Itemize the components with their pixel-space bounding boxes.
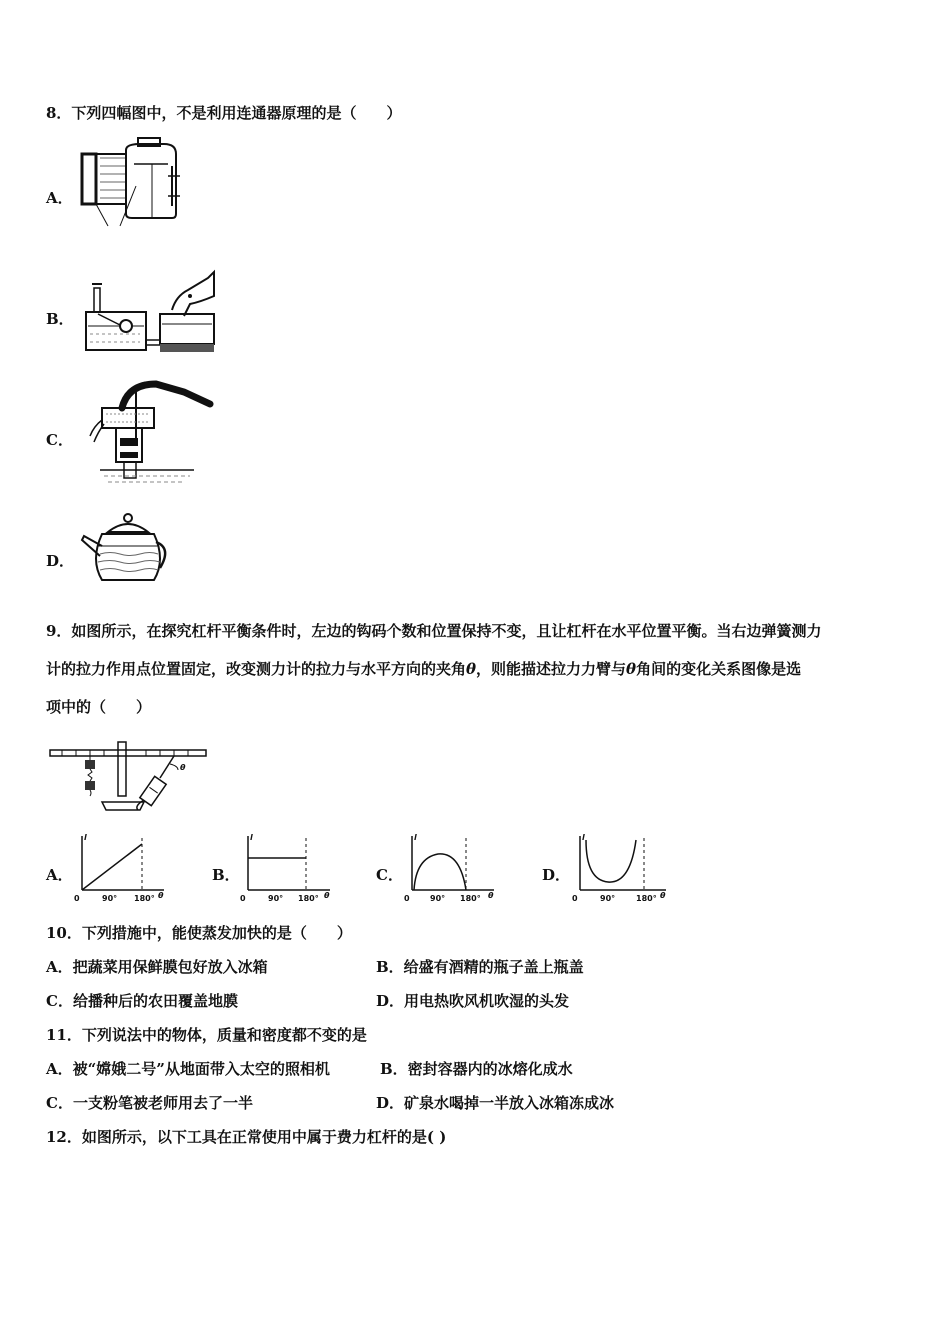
q9-option-a-label: A． xyxy=(46,866,73,884)
graph-a-x-label: θ xyxy=(158,891,164,900)
water-pump-figure xyxy=(80,380,214,490)
q11-option-b: B．密封容器内的冰熔化成水 xyxy=(380,1060,573,1078)
graph-a-origin: 0 xyxy=(74,894,80,903)
graph-a-rising-line xyxy=(74,832,170,904)
lever-figure-theta: θ xyxy=(180,763,186,772)
graph-a-tick-180: 180° xyxy=(134,894,155,903)
graph-b-y-label: l xyxy=(250,833,253,842)
graph-c-x-label: θ xyxy=(488,891,494,900)
lever-with-spring-scale-figure xyxy=(48,740,208,812)
q9-option-d-label: D． xyxy=(542,866,571,884)
q10-option-a: A．把蔬菜用保鲜膜包好放入冰箱 xyxy=(46,958,268,976)
q11-option-d: D．矿泉水喝掉一半放入冰箱冻成冰 xyxy=(376,1094,615,1112)
q8-option-a-label: A． xyxy=(46,189,73,207)
graph-d-curve xyxy=(586,840,636,882)
q8-option-c-label: C． xyxy=(46,431,73,449)
graph-d-x-label: θ xyxy=(660,891,666,900)
q9-theta-symbol-2: θ xyxy=(626,660,637,678)
graph-d-tick-90: 90° xyxy=(600,894,616,903)
q11-option-c: C．一支粉笔被老师用去了一半 xyxy=(46,1094,253,1112)
graph-a-tick-90: 90° xyxy=(102,894,118,903)
graph-b-constant xyxy=(240,832,336,904)
q10-option-d: D．用电热吹风机吹湿的头发 xyxy=(376,992,570,1010)
graph-d-u-curve xyxy=(572,832,672,904)
graph-d-tick-180: 180° xyxy=(636,894,657,903)
q9-stem-line2-a: 计的拉力作用点位置固定，改变测力计的拉力与水平方向的夹角 xyxy=(46,660,467,678)
q9-stem-line2-b: ，则能描述拉力力臂与 xyxy=(476,660,627,678)
q10-option-b: B．给盛有酒精的瓶子盖上瓶盖 xyxy=(376,958,584,976)
graph-b-origin: 0 xyxy=(240,894,246,903)
q11-option-a: A．被“嫦娥二号”从地面带入太空的照相机 xyxy=(46,1060,330,1078)
graph-c-arch xyxy=(404,832,500,904)
q10-stem: 10．下列措施中，能使蒸发加快的是（ ） xyxy=(46,924,352,942)
graph-a-y-label: l xyxy=(84,833,87,842)
q9-theta-symbol: θ xyxy=(466,660,477,678)
livestock-waterer-figure xyxy=(80,266,220,358)
q11-stem: 11．下列说法中的物体，质量和密度都不变的是 xyxy=(46,1026,367,1044)
graph-b-tick-90: 90° xyxy=(268,894,284,903)
graph-c-tick-180: 180° xyxy=(460,894,481,903)
q8-option-b-label: B． xyxy=(46,310,74,328)
q9-stem-line1: 9．如图所示，在探究杠杆平衡条件时，左边的钩码个数和位置保持不变，且让杠杆在水平位置平衡。当右边弹簧测力 xyxy=(46,622,822,640)
q12-stem: 12．如图所示，以下工具在正常使用中属于费力杠杆的是( ) xyxy=(46,1128,447,1146)
q9-option-c-label: C． xyxy=(376,866,403,884)
graph-c-y-label: l xyxy=(414,833,417,842)
graph-b-tick-180: 180° xyxy=(298,894,319,903)
graph-a-curve xyxy=(82,844,142,890)
boiler-water-gauge-figure xyxy=(76,136,186,230)
q10-option-c: C．给播种后的农田覆盖地膜 xyxy=(46,992,238,1010)
q9-stem-line3: 项中的（ ） xyxy=(46,698,152,716)
q9-stem-line2-c: 角间的变化关系图像是选 xyxy=(636,660,802,678)
q9-option-b-label: B． xyxy=(212,866,240,884)
q8-option-d-label: D． xyxy=(46,552,75,570)
q8-stem: 8．下列四幅图中，不是利用连通器原理的是（ ） xyxy=(46,104,402,122)
graph-c-origin: 0 xyxy=(404,894,410,903)
graph-c-tick-90: 90° xyxy=(430,894,446,903)
q9-stem-line2 xyxy=(46,658,801,679)
graph-d-y-label: l xyxy=(582,833,585,842)
graph-b-x-label: θ xyxy=(324,891,330,900)
graph-c-curve xyxy=(414,854,466,890)
graph-d-origin: 0 xyxy=(572,894,578,903)
teapot-figure xyxy=(80,512,174,592)
